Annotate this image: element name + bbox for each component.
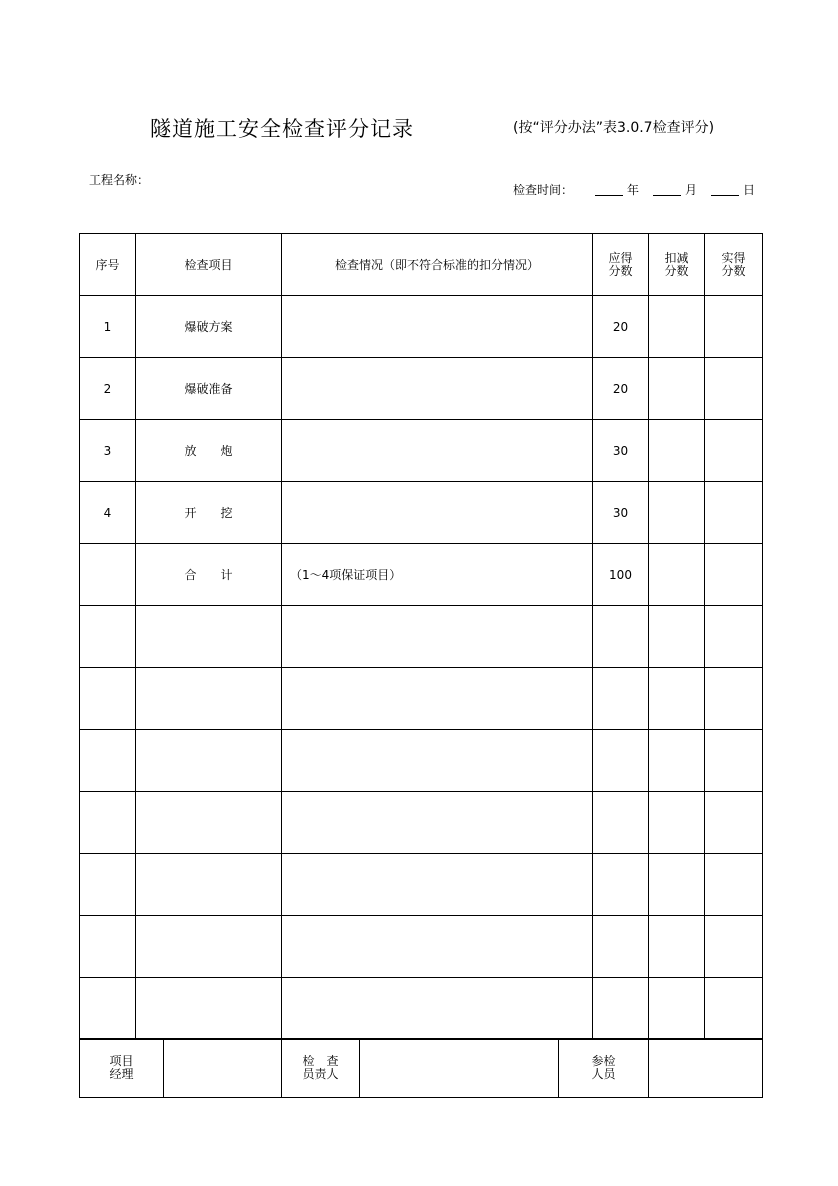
day-label: 日 (743, 183, 756, 197)
empty-row-situation[interactable] (282, 978, 593, 1040)
row-actual-score[interactable] (705, 420, 763, 482)
empty-table-row (80, 854, 763, 916)
row-situation[interactable] (282, 482, 593, 544)
row-deduct-score[interactable] (649, 482, 705, 544)
header-actual-score (705, 234, 763, 296)
row-deduct-score[interactable] (649, 544, 705, 606)
row-item: 合 计 (136, 544, 282, 606)
empty-row-actual-score[interactable] (705, 916, 763, 978)
page-title: 隧道施工安全检查评分记录 (150, 117, 414, 141)
empty-row-item[interactable] (136, 668, 282, 730)
header-deduct-1: 扣减 (664, 250, 689, 265)
empty-table-row (80, 730, 763, 792)
empty-row-situation[interactable] (282, 606, 593, 668)
empty-row-item[interactable] (136, 792, 282, 854)
manager-label (80, 1039, 164, 1098)
score-table (79, 233, 763, 1040)
empty-row-due-score[interactable] (593, 730, 649, 792)
year-label: 年 (627, 183, 640, 197)
empty-row-actual-score[interactable] (705, 978, 763, 1040)
empty-row-actual-score[interactable] (705, 606, 763, 668)
table-row (80, 544, 763, 606)
empty-row-deduct-score[interactable] (649, 854, 705, 916)
empty-row-deduct-score[interactable] (649, 730, 705, 792)
header-due-1: 应得 (608, 250, 633, 265)
empty-row-situation[interactable] (282, 916, 593, 978)
row-due-score: 30 (593, 420, 649, 482)
participant-signature-cell[interactable] (649, 1039, 763, 1098)
row-due-score: 20 (593, 358, 649, 420)
empty-row-item[interactable] (136, 730, 282, 792)
empty-row-deduct-score[interactable] (649, 668, 705, 730)
row-item: 爆破方案 (136, 296, 282, 358)
empty-table-row (80, 792, 763, 854)
header-deduct-2: 分数 (664, 263, 689, 278)
row-deduct-score[interactable] (649, 296, 705, 358)
empty-table-row (80, 668, 763, 730)
empty-row-situation[interactable] (282, 730, 593, 792)
check-time (513, 181, 755, 198)
header-no: 序号 (80, 234, 136, 296)
header-deduct-score (649, 234, 705, 296)
row-deduct-score[interactable] (649, 358, 705, 420)
row-no: 4 (80, 482, 136, 544)
empty-row-due-score[interactable] (593, 854, 649, 916)
empty-row-deduct-score[interactable] (649, 792, 705, 854)
empty-row-no[interactable] (80, 916, 136, 978)
participant-label (559, 1039, 649, 1098)
empty-row-actual-score[interactable] (705, 668, 763, 730)
empty-row-no[interactable] (80, 978, 136, 1040)
empty-table-row (80, 606, 763, 668)
row-actual-score[interactable] (705, 544, 763, 606)
participant-label-2: 人员 (591, 1067, 616, 1081)
row-due-score: 20 (593, 296, 649, 358)
row-situation[interactable]: （1～4项保证项目） (282, 544, 593, 606)
empty-row-item[interactable] (136, 854, 282, 916)
signature-row (80, 1039, 763, 1098)
row-no: 2 (80, 358, 136, 420)
header-situation: 检查情况（即不符合标准的扣分情况） (282, 234, 593, 296)
empty-row-due-score[interactable] (593, 916, 649, 978)
empty-row-no[interactable] (80, 854, 136, 916)
row-deduct-score[interactable] (649, 420, 705, 482)
empty-row-situation[interactable] (282, 668, 593, 730)
row-situation[interactable] (282, 420, 593, 482)
table-row (80, 420, 763, 482)
row-situation[interactable] (282, 296, 593, 358)
row-item: 爆破准备 (136, 358, 282, 420)
empty-row-due-score[interactable] (593, 668, 649, 730)
inspector-label (282, 1039, 360, 1098)
empty-row-deduct-score[interactable] (649, 978, 705, 1040)
row-situation[interactable] (282, 358, 593, 420)
month-label: 月 (685, 183, 698, 197)
inspector-label-2: 员责人 (302, 1067, 339, 1081)
manager-signature-cell[interactable] (164, 1039, 282, 1098)
manager-label-1: 项目 (109, 1054, 134, 1068)
empty-row-due-score[interactable] (593, 606, 649, 668)
signature-table (79, 1038, 763, 1098)
empty-row-item[interactable] (136, 916, 282, 978)
row-item: 开 挖 (136, 482, 282, 544)
table-row (80, 482, 763, 544)
empty-row-actual-score[interactable] (705, 730, 763, 792)
row-actual-score[interactable] (705, 296, 763, 358)
empty-row-actual-score[interactable] (705, 792, 763, 854)
empty-row-deduct-score[interactable] (649, 606, 705, 668)
empty-row-no[interactable] (80, 668, 136, 730)
empty-row-situation[interactable] (282, 792, 593, 854)
empty-row-deduct-score[interactable] (649, 916, 705, 978)
empty-row-item[interactable] (136, 978, 282, 1040)
manager-label-2: 经理 (109, 1067, 134, 1081)
table-row (80, 358, 763, 420)
project-name-label: 工程名称： (89, 173, 150, 187)
row-no: 1 (80, 296, 136, 358)
empty-table-row (80, 978, 763, 1040)
inspector-label-1: 检 查 (302, 1054, 339, 1068)
table-header-row (80, 234, 763, 296)
row-due-score: 100 (593, 544, 649, 606)
header-actual-1: 实得 (721, 250, 746, 265)
row-item: 放 炮 (136, 420, 282, 482)
empty-row-no[interactable] (80, 606, 136, 668)
empty-row-due-score[interactable] (593, 792, 649, 854)
row-actual-score[interactable] (705, 358, 763, 420)
scoring-reference: (按“评分办法”表3.0.7检查评分) (513, 120, 715, 136)
empty-row-no[interactable] (80, 730, 136, 792)
day-blank[interactable] (711, 183, 739, 196)
row-no: 3 (80, 420, 136, 482)
empty-row-no[interactable] (80, 792, 136, 854)
month-blank[interactable] (653, 183, 681, 196)
row-due-score: 30 (593, 482, 649, 544)
participant-label-1: 参检 (591, 1054, 616, 1068)
row-actual-score[interactable] (705, 482, 763, 544)
check-time-label: 检查时间： (513, 183, 574, 197)
row-no[interactable] (80, 544, 136, 606)
header-due-score (593, 234, 649, 296)
empty-row-situation[interactable] (282, 854, 593, 916)
year-blank[interactable] (595, 183, 623, 196)
empty-row-item[interactable] (136, 606, 282, 668)
empty-row-due-score[interactable] (593, 978, 649, 1040)
table-row (80, 296, 763, 358)
header-item: 检查项目 (136, 234, 282, 296)
empty-table-row (80, 916, 763, 978)
header-due-2: 分数 (608, 263, 633, 278)
header-actual-2: 分数 (721, 263, 746, 278)
inspector-signature-cell[interactable] (360, 1039, 559, 1098)
empty-row-actual-score[interactable] (705, 854, 763, 916)
